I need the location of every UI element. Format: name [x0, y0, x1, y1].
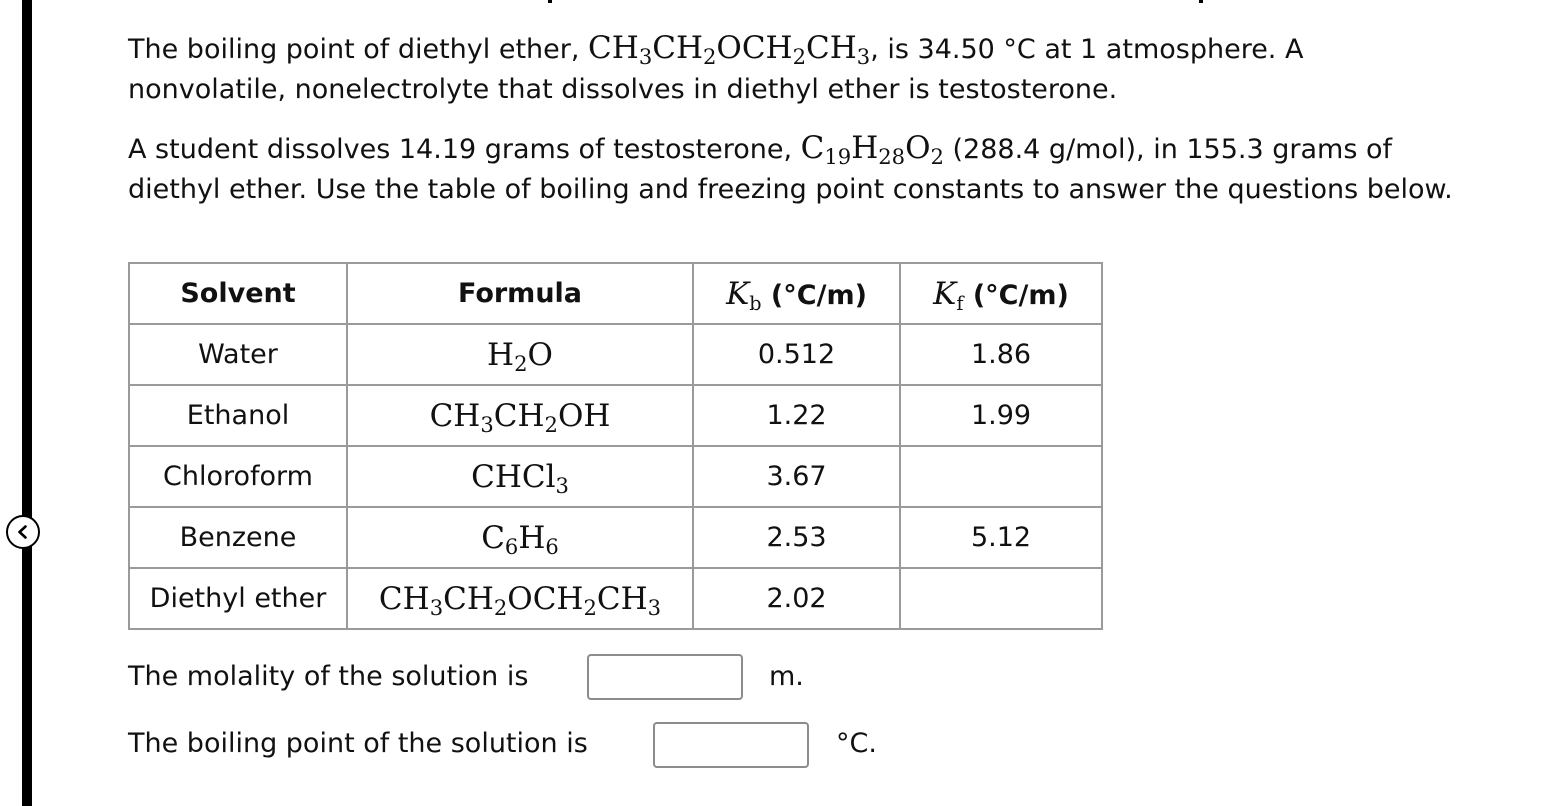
header-kb: $K_b$ (°C/m)	[693, 263, 900, 324]
boiling-point-input[interactable]	[653, 722, 809, 768]
kb-cell: 0.512	[693, 324, 900, 385]
kb-cell: 2.02	[693, 568, 900, 629]
solvent-cell: Diethyl ether	[129, 568, 347, 629]
boiling-point-unit: °C.	[836, 728, 877, 759]
table-row	[129, 385, 1102, 446]
table-row	[129, 507, 1102, 568]
solvent-cell: Ethanol	[129, 385, 347, 446]
header-kf: $K_f$ (°C/m)	[900, 263, 1102, 324]
testosterone-formula: $C_{19}H_{28}O_2$	[800, 130, 944, 169]
molality-unit: m.	[769, 661, 804, 692]
molality-input[interactable]	[587, 654, 743, 700]
solvent-cell: Water	[129, 324, 347, 385]
chevron-left-icon	[15, 524, 31, 540]
clipped-text-fragment	[548, 0, 552, 3]
table-row	[129, 568, 1102, 629]
table-row	[129, 324, 1102, 385]
kb-cell: 1.22	[693, 385, 900, 446]
formula-cell: $H_2O$	[347, 324, 693, 385]
problem-statement	[128, 28, 1468, 210]
kf-cell: 1.86	[900, 324, 1102, 385]
clipped-text-fragment	[1199, 0, 1203, 3]
kb-cell: 2.53	[693, 507, 900, 568]
boiling-point-label: The boiling point of the solution is	[128, 728, 588, 759]
solvent-cell: Chloroform	[129, 446, 347, 507]
solvent-cell: Benzene	[129, 507, 347, 568]
kf-cell	[900, 446, 1102, 507]
problem-paragraph-1: The boiling point of diethyl ether, $CH_3CH_2OCH_2CH_3$, is 34.50 °C at 1 atmosphere. A nonvolatile, nonelectrolyte that dissolves in diethyl ether is testosterone.	[128, 30, 1304, 105]
table-header-row	[129, 263, 1102, 324]
kb-cell: 3.67	[693, 446, 900, 507]
collapse-panel-button[interactable]	[6, 515, 40, 549]
problem-paragraph-2: A student dissolves 14.19 grams of testosterone, $C_{19}H_{28}O_2$ (288.4 g/mol), in 155.3 grams of diethyl ether. Use the table of boiling and freezing point constants to answer the questions below.	[128, 130, 1453, 205]
kf-cell: 1.99	[900, 385, 1102, 446]
formula-cell: $CH_3CH_2OCH_2CH_3$	[347, 568, 693, 629]
header-formula: Formula	[347, 263, 693, 324]
header-solvent: Solvent	[129, 263, 347, 324]
formula-cell: CHCl$_3$	[347, 446, 693, 507]
formula-cell: $C_6H_6$	[347, 507, 693, 568]
left-panel-border	[22, 0, 32, 806]
table-row	[129, 446, 1102, 507]
diethyl-ether-formula: $CH_3CH_2OCH_2CH_3$	[588, 30, 871, 69]
molality-label: The molality of the solution is	[128, 661, 529, 692]
formula-cell: $CH_3CH_2OH$	[347, 385, 693, 446]
kf-cell	[900, 568, 1102, 629]
kf-cell: 5.12	[900, 507, 1102, 568]
constants-table	[128, 262, 1103, 630]
